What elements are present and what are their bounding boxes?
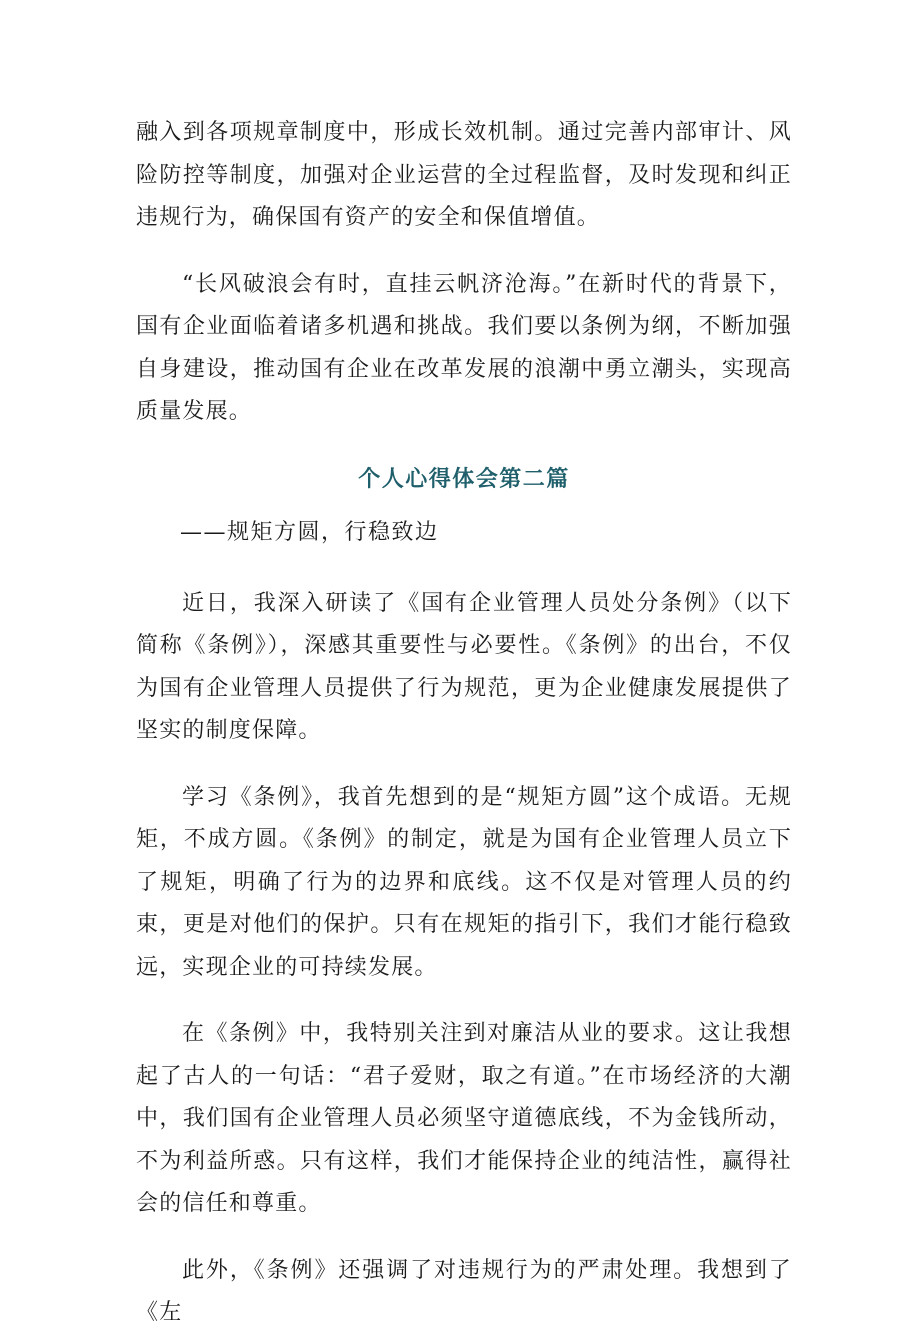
paragraph-intro: 近日，我深入研读了《国有企业管理人员处分条例》（以下简称《条例》），深感其重要性与必要性。《条例》的出台，不仅为国有企业管理人员提供了行为规范，更为企业健康发展提供了坚实的制度保障。 [136,590,792,743]
paragraph-rules: 学习《条例》，我首先想到的是“规矩方圆”这个成语。无规矩，不成方圆。《条例》的制定，就是为国有企业管理人员立下了规矩，明确了行为的边界和底线。这不仅是对管理人员的约束，更是对他们的保护。只有在规矩的指引下，我们才能行稳致远，实现企业的可持续发展。 [136,784,792,980]
paragraph-violations: 此外，《条例》还强调了对违规行为的严肃处理。我想到了《左 [136,1257,792,1325]
paragraph-integrity: 在《条例》中，我特别关注到对廉洁从业的要求。这让我想起了古人的一句话：“君子爱财，取之有道。”在市场经济的大潮中，我们国有企业管理人员必须坚守道德底线，不为金钱所动，不为利益所惑。只有这样，我们才能保持企业的纯洁性，赢得社会的信任和尊重。 [136,1021,792,1216]
section-title: 个人心得体会第二篇 [358,465,570,492]
paragraph-quote-conclusion: “长风破浪会有时，直挂云帆济沧海。”在新时代的背景下，国有企业面临着诸多机遇和挑战。我们要以条例为纲，不断加强自身建设，推动国有企业在改革发展的浪潮中勇立潮头，实现高质量发展。 [136,271,792,424]
section-subtitle: ——规矩方圆，行稳致边 [180,520,439,545]
paragraph-continuation: 融入到各项规章制度中，形成长效机制。通过完善内部审计、风险防控等制度，加强对企业运营的全过程监督，及时发现和纠正违规行为，确保国有资产的安全和保值增值。 [136,120,792,230]
